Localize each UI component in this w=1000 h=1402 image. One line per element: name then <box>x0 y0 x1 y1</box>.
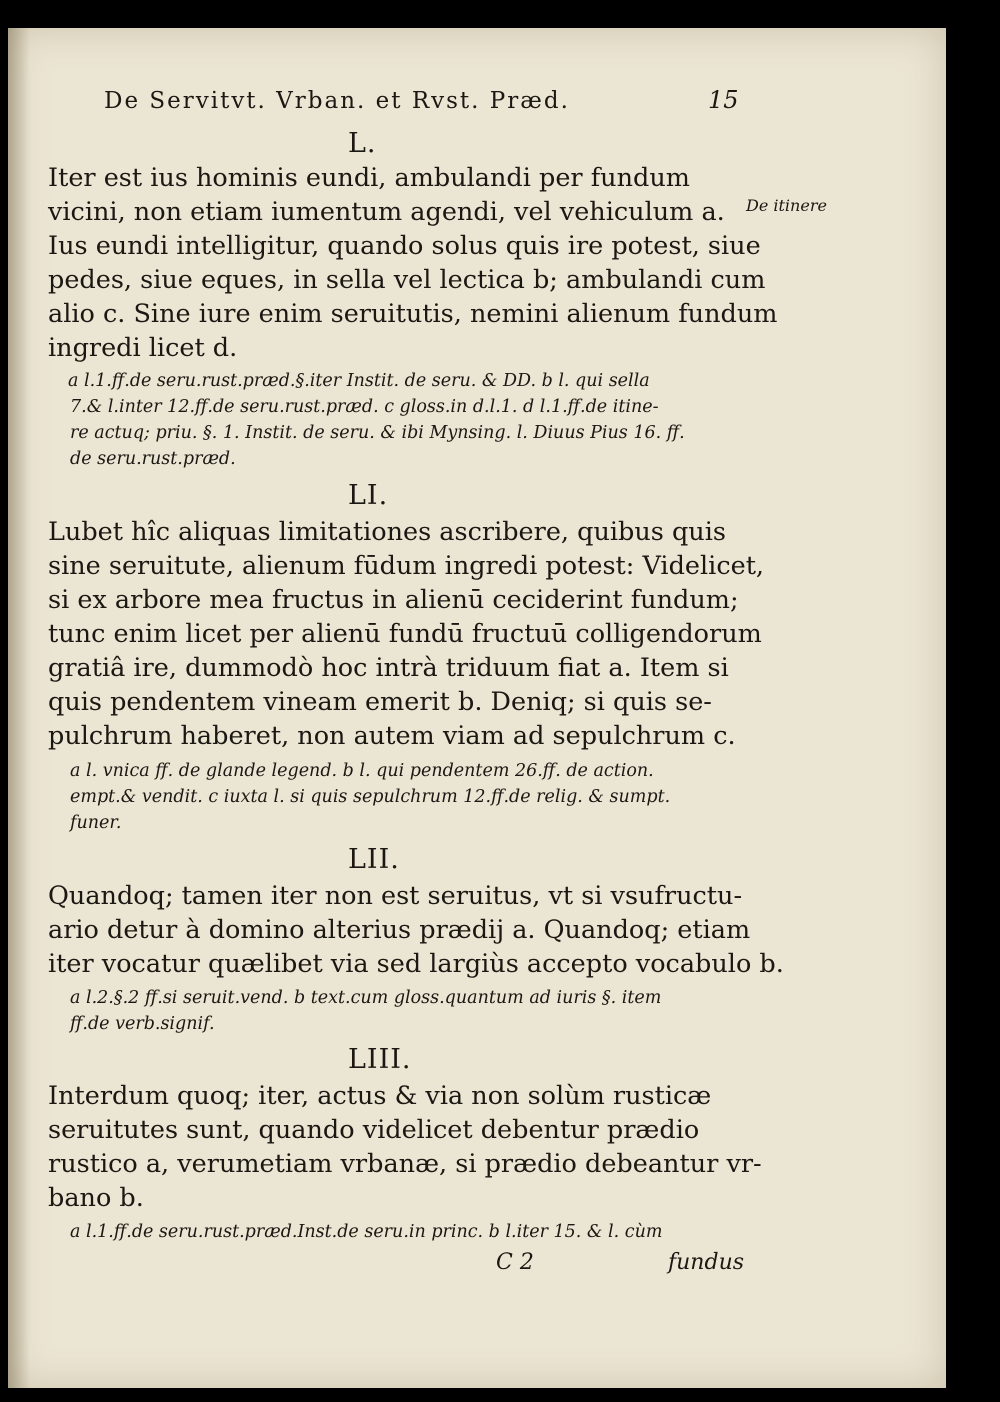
footnote-line: funer. <box>70 813 122 833</box>
book-page <box>8 28 946 1388</box>
footnote-line: ff.de verb.signif. <box>70 1014 215 1034</box>
section-heading-l: L. <box>348 128 377 159</box>
footnote-line: re actuq; priu. §. 1. Instit. de seru. & ibi Mynsing. l. Diuus Pius 16. ff. <box>70 423 685 443</box>
body-line: Quandoq; tamen iter non est seruitus, vt si vsufructu- <box>48 881 743 911</box>
body-line: pulchrum haberet, non autem viam ad sepulchrum c. <box>48 721 736 751</box>
catchword: fundus <box>668 1250 745 1275</box>
footnote-line: a l.1.ff.de seru.rust.præd.§.iter Instit. de seru. & DD. b l. qui sella <box>68 371 650 391</box>
body-line: quis pendentem vineam emerit b. Deniq; si quis se- <box>48 687 712 717</box>
body-line: ario detur à domino alterius prædij a. Quandoq; etiam <box>48 915 751 945</box>
body-line: rustico a, verumetiam vrbanæ, si prædio debeantur vr- <box>48 1149 762 1179</box>
section-heading-lii: LII. <box>348 844 400 875</box>
body-line: ingredi licet d. <box>48 333 238 363</box>
section-heading-li: LI. <box>348 480 389 511</box>
footnote-line: empt.& vendit. c iuxta l. si quis sepulchrum 12.ff.de relig. & sumpt. <box>70 787 671 807</box>
signature-mark: C 2 <box>496 1250 534 1275</box>
running-head: De Servitvt. Vrban. et Rvst. Præd. <box>104 88 570 114</box>
body-line: si ex arbore mea fructus in alienū ceciderint fundum; <box>48 585 739 615</box>
body-line: iter vocatur quælibet via sed largiùs accepto vocabulo b. <box>48 949 784 979</box>
body-line: alio c. Sine iure enim seruitutis, nemini alienum fundum <box>48 299 778 329</box>
body-line: sine seruitute, alienum fūdum ingredi potest: Videlicet, <box>48 551 765 581</box>
body-line: Interdum quoq; iter, actus & via non solùm rusticæ <box>48 1081 712 1111</box>
body-line: pedes, siue eques, in sella vel lectica b; ambulandi cum <box>48 265 766 295</box>
footnote-line: de seru.rust.præd. <box>70 449 236 469</box>
body-line: vicini, non etiam iumentum agendi, vel vehiculum a. <box>48 197 725 227</box>
section-heading-liii: LIII. <box>348 1044 412 1075</box>
footnote-line: a l.2.§.2 ff.si seruit.vend. b text.cum gloss.quantum ad iuris §. item <box>70 988 662 1008</box>
page-number: 15 <box>708 86 739 114</box>
body-line: tunc enim licet per alienū fundū fructuū colligendorum <box>48 619 762 649</box>
footnote-line: 7.& l.inter 12.ff.de seru.rust.præd. c gloss.in d.l.1. d l.1.ff.de itine- <box>70 397 659 417</box>
body-line: seruitutes sunt, quando videlicet debentur prædio <box>48 1115 700 1145</box>
margin-note: De itinere <box>746 196 827 215</box>
body-line: gratiâ ire, dummodò hoc intrà triduum fiat a. Item si <box>48 653 729 683</box>
body-line: Lubet hîc aliquas limitationes ascribere, quibus quis <box>48 517 726 547</box>
body-line: Iter est ius hominis eundi, ambulandi per fundum <box>48 163 690 193</box>
body-line: Ius eundi intelligitur, quando solus quis ire potest, siue <box>48 231 761 261</box>
footnote-line: a l.1.ff.de seru.rust.præd.Inst.de seru.in princ. b l.iter 15. & l. cùm <box>70 1222 663 1242</box>
body-line: bano b. <box>48 1183 144 1213</box>
footnote-line: a l. vnica ff. de glande legend. b l. qui pendentem 26.ff. de action. <box>70 761 654 781</box>
